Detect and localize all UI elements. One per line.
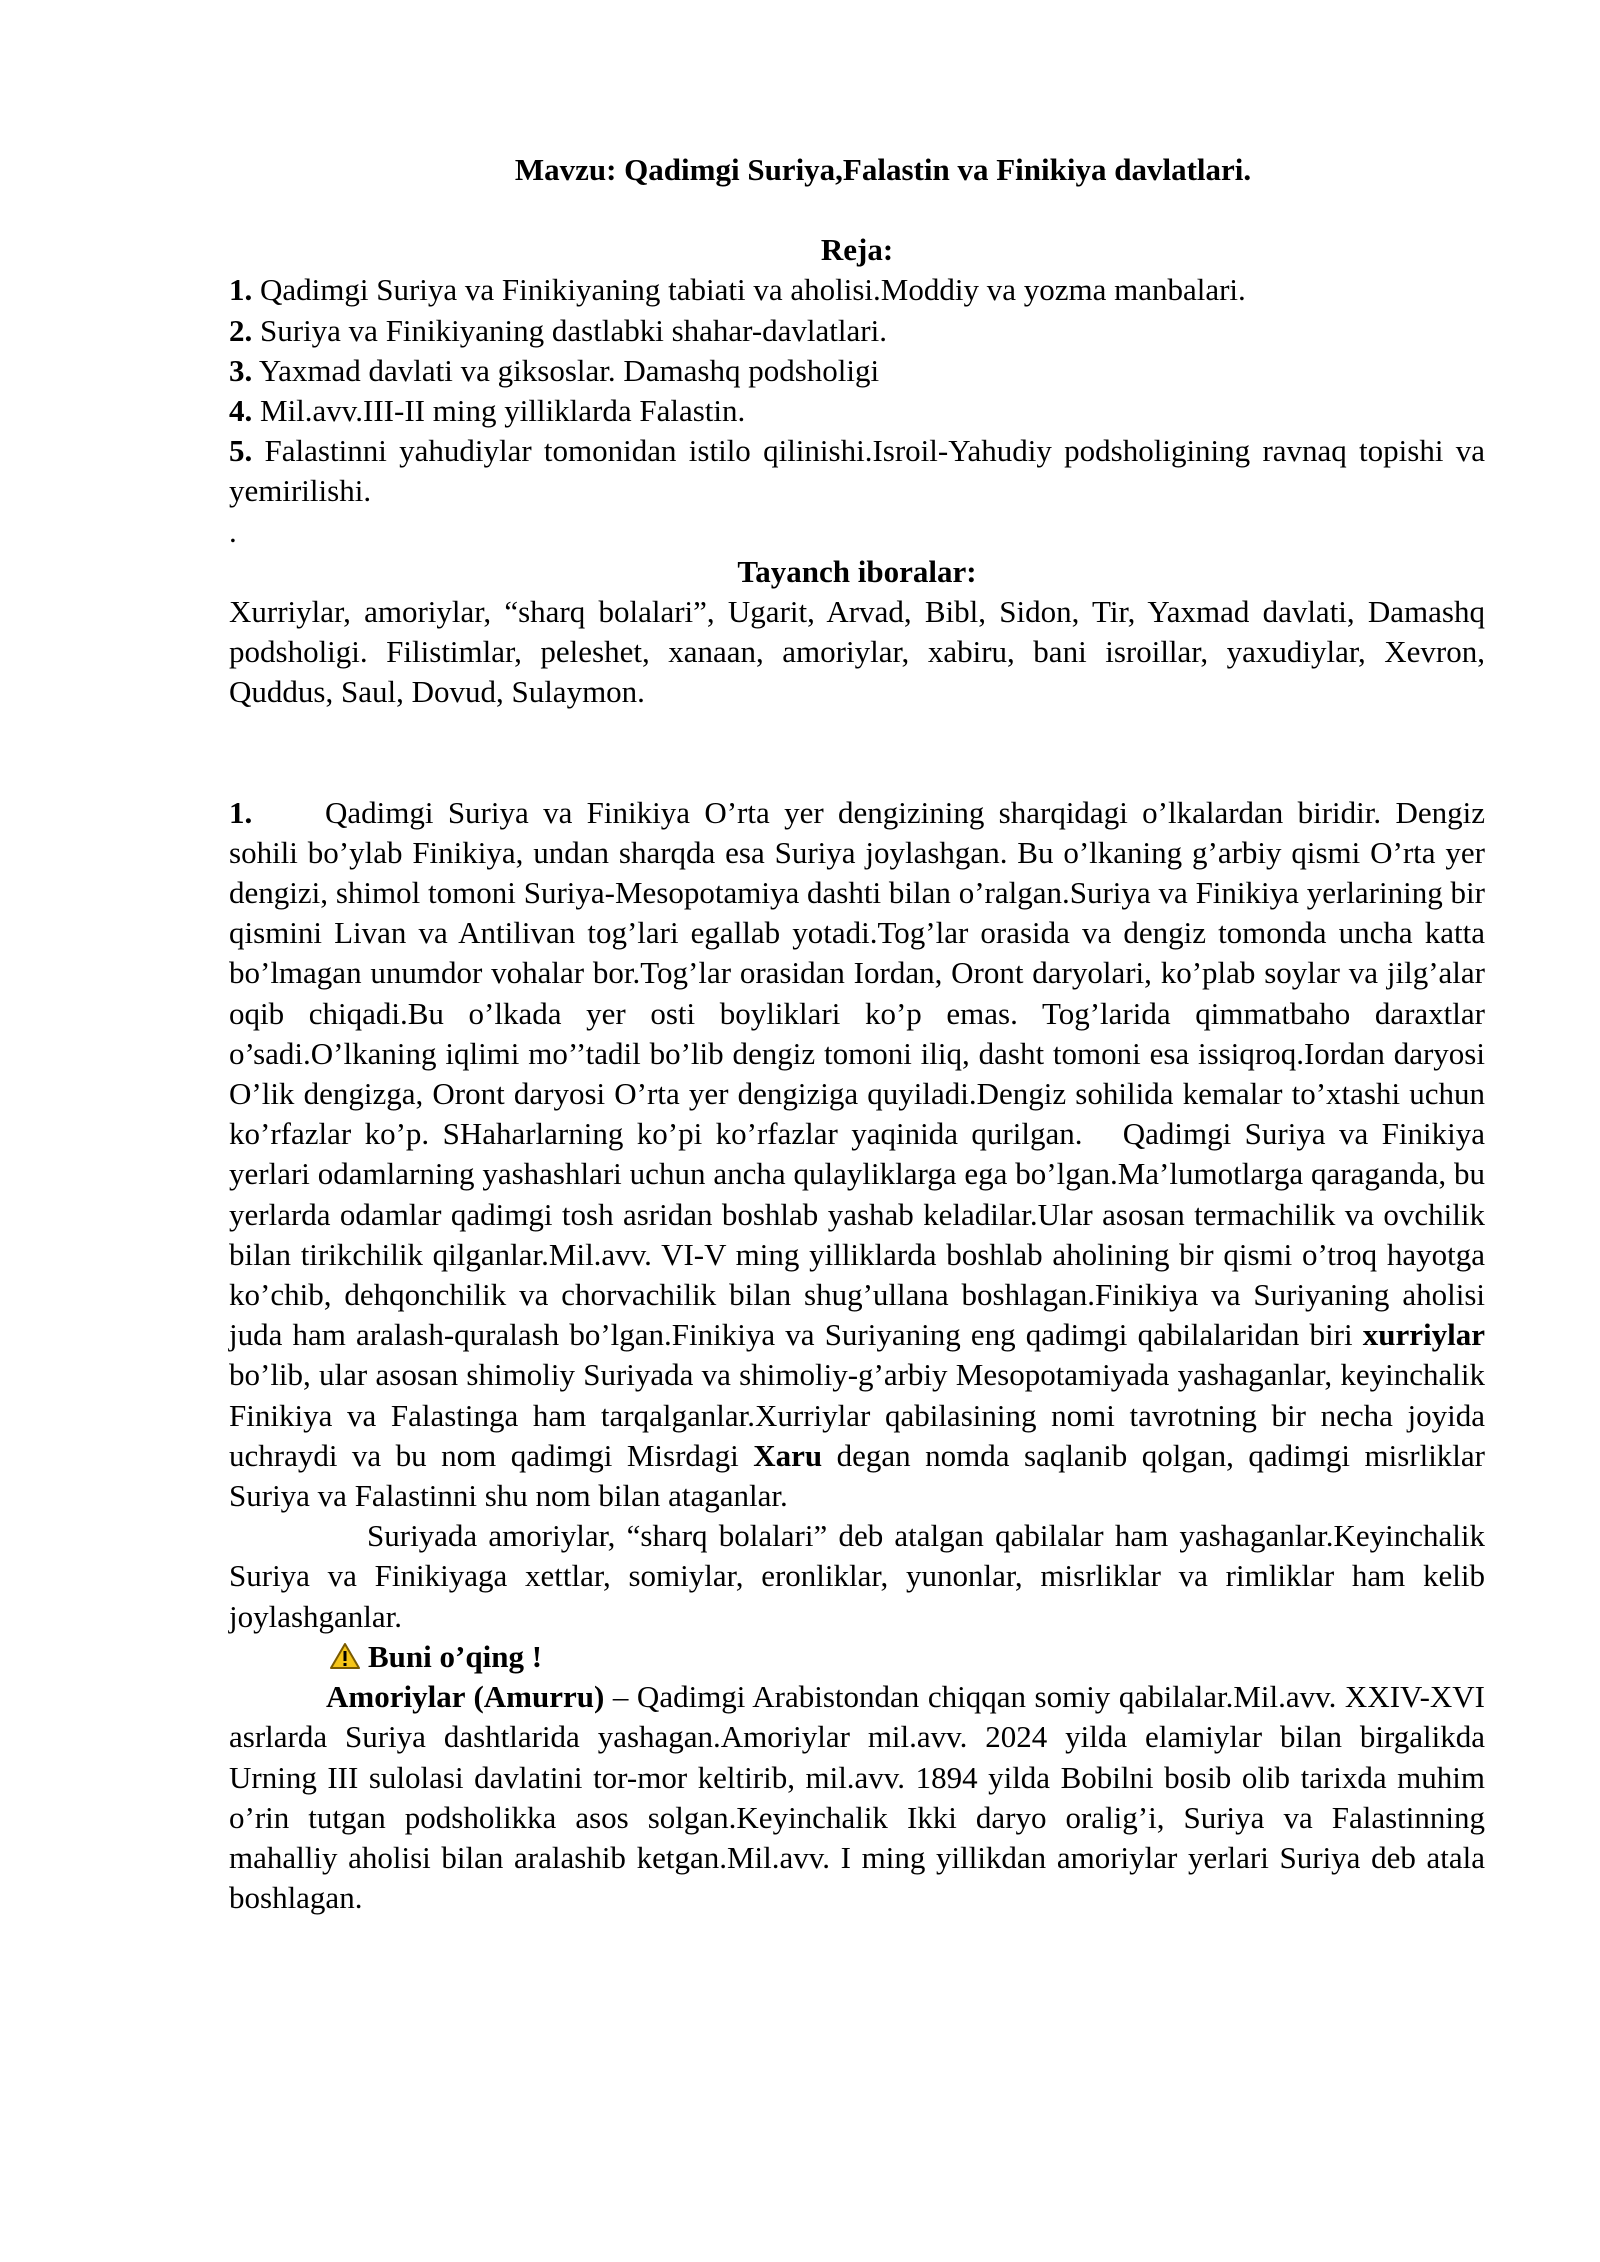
section-1-lead: Qadimgi [1122,1116,1232,1152]
amoriylar-intro-text: Suriyada amoriylar, “sharq bolalari” deb atalgan qabilalar ham yashaganlar.Keyinchalik Suriya va Finikiyaga xettlar, somiylar, eronliklar, yunonlar, misrliklar va rimliklar ham kelib joylashganlar. [229,1518,1485,1634]
plan-item-number: 5. [229,433,253,469]
plan-item-number: 1. [229,272,253,308]
document-content [229,150,1485,1918]
plan-item [229,431,1485,511]
section-1-text: Qadimgi Suriya va Finikiya O’rta yer dengizining sharqidagi o’lkalardan biridir. Dengiz sohili bo’ylab Finikiya, undan sharqda esa Suriya joylashgan. Bu o’lkaning g’arbiy qismi O’rta yer dengizi, shimol tomoni Suriya-Mesopotamiya dashti bilan o’ralgan.Suriya va Finikiya yerlarining bir qismini Livan va Antilivan tog’lari egallab yotadi.Tog’lar orasida va dengiz tomonda uncha katta bo’lmagan unumdor vohalar bor.Tog’lar orasidan Iordan, Oront daryolari, ko’plab soylar va jilg’alar oqib chiqadi.Bu o’lkada yer osti boyliklari ko’p emas. Tog’larida qimmatbaho daraxtlar o’sadi.O’lkaning iqlimi mo’’tadil bo’lib dengiz tomoni iliq, dasht tomoni esa issiqroq.Iordan daryosi O’lik dengizga, Oront daryosi O’rta yer dengiziga quyiladi.Dengiz sohilida kemalar to’xtashi uchun ko’rfazlar ko’p. SHaharlarning ko’pi ko’rfazlar yaqinida qurilgan. [229,794,1485,1152]
term-xaru: Xaru [753,1437,823,1473]
warning-icon [330,1642,360,1670]
callout-label: Buni o’qing ! [368,1638,543,1674]
definition-term: Amoriylar (Amurru) [326,1679,605,1715]
definition-paragraph [229,1677,1485,1918]
section-1-text-4: degan nomda saqlanib qolgan, qadimgi misrliklar Suriya va Falastinni shu nom bilan ataganlar. [229,1437,1486,1514]
term-xurriylar: xurriylar [1362,1317,1485,1353]
section-1-paragraph [229,793,1485,1517]
callout-line [229,1637,1485,1677]
plan-item-text: Mil.avv.III-II ming yilliklarda Falastin. [260,393,746,429]
separator-dot: . [229,513,237,549]
plan-item-text: Qadimgi Suriya va Finikiyaning tabiati va aholisi.Moddiy va yozma manbalari. [260,272,1246,308]
section-1-text-2: Suriya va Finikiya yerlari odamlarning yashashlari uchun ancha qulayliklarga ega bo’lgan.Ma’lumotlarga qaraganda, bu yerlarda odamlar qadimgi tosh asridan boshlab yashab keladilar.Ular asosan termachilik va ovchilik bilan tirikchilik qilganlar.Mil.avv. VI-V ming yilliklarda boshlab aholining bir qismi o’troq hayotga ko’chib, dehqonchilik va chorvachilik bilan shug’ullana boshlagan.Finikiya va Suriyaning aholisi juda ham aralash-quralash bo’lgan.Finikiya va Suriyaning eng qadimgi qabilalaridan biri [229,1116,1485,1353]
keywords-text: Xurriylar, amoriylar, “sharq bolalari”, Ugarit, Arvad, Bibl, Sidon, Tir, Yaxmad davlati, Damashq podsholigi. Filistimlar, peleshet, xanaan, amoriylar, xabiru, bani isroillar, yaxudiylar, Xevron, Quddus, Saul, Dovud, Sulaymon. [229,594,1485,710]
plan-item-text: Falastinni yahudiylar tomonidan istilo qilinishi.Isroil-Yahudiy podsholigining ravnaq topishi va yemirilishi. [229,433,1485,509]
section-number: 1. [229,794,253,830]
section-1-text-3: bo’lib, ular asosan shimoliy Suriyada va shimoliy-g’arbiy Mesopotamiyada yashaganlar, keyinchalik Finikiya va Falastinga ham tarqalganlar.Xurriylar qabilasining nomi tavrotning bir necha joyida uchraydi va bu nom qadimgi Misrdagi [229,1357,1485,1473]
plan-item [229,351,1485,391]
plan-item-number: 2. [229,312,253,348]
plan-list [229,270,1485,511]
plan-item [229,311,1485,351]
keywords-heading: Tayanch iboralar: [737,553,977,589]
plan-item-number: 3. [229,352,253,388]
plan-item-text: Suriya va Finikiyaning dastlabki shahar-davlatlari. [260,312,887,348]
definition-text: – Qadimgi Arabistondan chiqqan somiy qabilalar.Mil.avv. XXIV-XVI asrlarda Suriya dashtlarida yashagan.Amoriylar mil.avv. 2024 yilda elamiylar bilan birgalikda Urning III sulolasi davlatini tor-mor keltirib, mil.avv. 1894 yilda Bobilni bosib olib tarixda muhim o’rin tutgan podsholikka asos solgan.Keyinchalik Ikki daryo oralig’i, Suriya va Falastinning mahalliy aholisi bilan aralashib ketgan.Mil.avv. I ming yillikdan amoriylar yerlari Suriya deb atala boshlagan. [229,1679,1485,1916]
spacer [229,713,1485,793]
plan-item [229,391,1485,431]
plan-item [229,270,1485,310]
plan-heading: Reja: [820,232,894,268]
plan-item-text: Yaxmad davlati va giksoslar. Damashq podsholigi [258,352,880,388]
page-title: Mavzu: Qadimgi Suriya,Falastin va Finikiya davlatlari. [514,152,1252,187]
amoriylar-paragraph [229,1516,1485,1637]
plan-item-number: 4. [229,393,253,429]
